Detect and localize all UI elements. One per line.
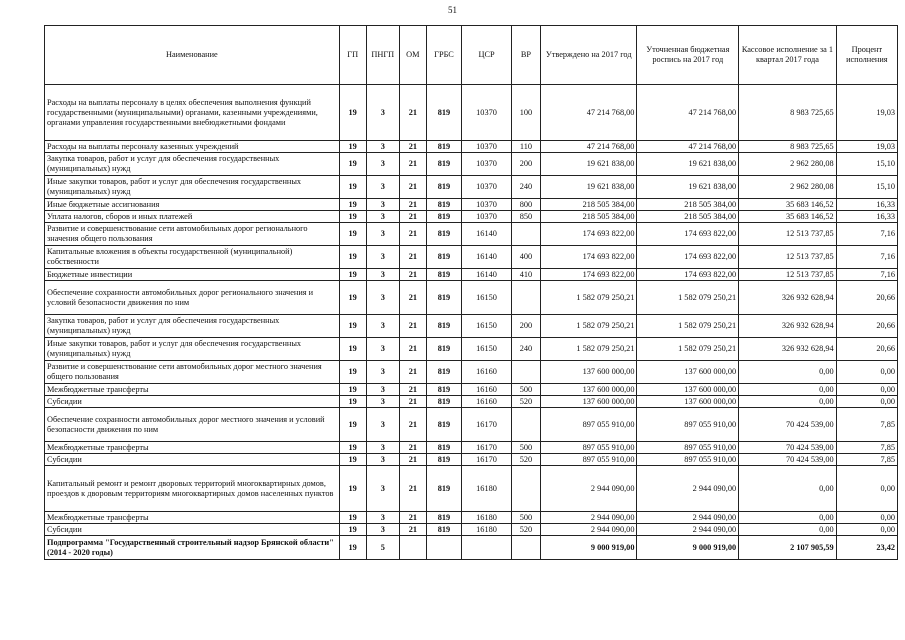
cell-om: 21	[399, 85, 426, 141]
cell-pngp: 3	[366, 512, 399, 524]
cell-approved: 19 621 838,00	[540, 176, 637, 199]
cell-approved: 1 582 079 250,21	[540, 281, 637, 315]
cell-grbs: 819	[426, 524, 461, 536]
cell-approved: 137 600 000,00	[540, 361, 637, 384]
cell-gp: 19	[339, 176, 366, 199]
cell-refined: 137 600 000,00	[637, 384, 739, 396]
table-row	[45, 211, 898, 223]
cell-gp: 19	[339, 141, 366, 153]
cell-pct: 0,00	[836, 524, 897, 536]
header-om: ОМ	[399, 26, 426, 85]
cell-vr: 520	[511, 396, 540, 408]
cell-pct: 7,16	[836, 269, 897, 281]
cell-csr: 10370	[462, 141, 512, 153]
cell-approved: 2 944 090,00	[540, 466, 637, 512]
cell-name: Иные бюджетные ассигнования	[45, 199, 340, 211]
cell-pngp: 3	[366, 85, 399, 141]
cell-approved: 137 600 000,00	[540, 384, 637, 396]
cell-refined: 174 693 822,00	[637, 269, 739, 281]
cell-approved: 897 055 910,00	[540, 454, 637, 466]
table-row	[45, 524, 898, 536]
table-row	[45, 85, 898, 141]
cell-om: 21	[399, 315, 426, 338]
cell-refined: 137 600 000,00	[637, 396, 739, 408]
cell-csr: 16140	[462, 269, 512, 281]
cell-grbs: 819	[426, 281, 461, 315]
cell-pngp: 3	[366, 396, 399, 408]
cell-cash: 2 962 280,08	[739, 176, 837, 199]
cell-vr: 520	[511, 524, 540, 536]
header-pngp: ПНГП	[366, 26, 399, 85]
cell-pngp: 3	[366, 315, 399, 338]
cell-refined: 2 944 090,00	[637, 466, 739, 512]
cell-grbs: 819	[426, 315, 461, 338]
cell-refined: 19 621 838,00	[637, 153, 739, 176]
cell-csr: 16170	[462, 454, 512, 466]
cell-name: Межбюджетные трансферты	[45, 512, 340, 524]
cell-pngp: 3	[366, 199, 399, 211]
cell-csr: 16140	[462, 223, 512, 246]
cell-approved: 174 693 822,00	[540, 246, 637, 269]
cell-name: Развитие и совершенствование сети автомобильных дорог регионального значения общего пользования	[45, 223, 340, 246]
cell-cash: 70 424 539,00	[739, 442, 837, 454]
cell-om: 21	[399, 361, 426, 384]
cell-grbs: 819	[426, 85, 461, 141]
table-row	[45, 153, 898, 176]
cell-pngp: 3	[366, 211, 399, 223]
cell-grbs: 819	[426, 408, 461, 442]
cell-gp: 19	[339, 338, 366, 361]
cell-approved: 174 693 822,00	[540, 223, 637, 246]
cell-pct: 0,00	[836, 396, 897, 408]
header-cash: Кассовое исполнение за 1 квартал 2017 года	[739, 26, 837, 85]
cell-cash: 12 513 737,85	[739, 223, 837, 246]
cell-refined: 47 214 768,00	[637, 85, 739, 141]
cell-gp: 19	[339, 536, 366, 560]
cell-approved: 1 582 079 250,21	[540, 315, 637, 338]
cell-om: 21	[399, 524, 426, 536]
cell-name: Обеспечение сохранности автомобильных дорог регионального значения и условий безопасности движения по ним	[45, 281, 340, 315]
cell-grbs	[426, 536, 461, 560]
cell-vr: 500	[511, 442, 540, 454]
cell-pct: 7,16	[836, 223, 897, 246]
header-approved: Утверждено на 2017 год	[540, 26, 637, 85]
cell-approved: 9 000 919,00	[540, 536, 637, 560]
cell-name: Закупка товаров, работ и услуг для обеспечения государственных (муниципальных) нужд	[45, 315, 340, 338]
cell-vr	[511, 466, 540, 512]
cell-vr: 100	[511, 85, 540, 141]
table-row	[45, 199, 898, 211]
table-row	[45, 396, 898, 408]
cell-vr: 400	[511, 246, 540, 269]
cell-pngp: 3	[366, 246, 399, 269]
cell-approved: 218 505 384,00	[540, 199, 637, 211]
cell-om: 21	[399, 223, 426, 246]
cell-pngp: 3	[366, 338, 399, 361]
cell-vr	[511, 408, 540, 442]
cell-vr: 200	[511, 315, 540, 338]
cell-approved: 47 214 768,00	[540, 85, 637, 141]
cell-refined: 897 055 910,00	[637, 442, 739, 454]
cell-csr: 10370	[462, 153, 512, 176]
cell-csr: 16140	[462, 246, 512, 269]
cell-gp: 19	[339, 442, 366, 454]
cell-pct: 19,03	[836, 85, 897, 141]
cell-om: 21	[399, 396, 426, 408]
cell-refined: 897 055 910,00	[637, 454, 739, 466]
cell-gp: 19	[339, 524, 366, 536]
cell-approved: 2 944 090,00	[540, 524, 637, 536]
table-row	[45, 512, 898, 524]
cell-approved: 218 505 384,00	[540, 211, 637, 223]
cell-pct: 7,85	[836, 454, 897, 466]
cell-name: Бюджетные инвестиции	[45, 269, 340, 281]
cell-grbs: 819	[426, 199, 461, 211]
cell-grbs: 819	[426, 246, 461, 269]
cell-om: 21	[399, 199, 426, 211]
cell-pct: 20,66	[836, 315, 897, 338]
cell-cash: 0,00	[739, 384, 837, 396]
cell-grbs: 819	[426, 176, 461, 199]
header-percent: Процент исполнения	[836, 26, 897, 85]
cell-om: 21	[399, 153, 426, 176]
cell-gp: 19	[339, 396, 366, 408]
cell-grbs: 819	[426, 141, 461, 153]
cell-vr: 850	[511, 211, 540, 223]
cell-grbs: 819	[426, 211, 461, 223]
table-row	[45, 269, 898, 281]
cell-vr: 200	[511, 153, 540, 176]
cell-pngp: 3	[366, 408, 399, 442]
cell-gp: 19	[339, 512, 366, 524]
cell-grbs: 819	[426, 269, 461, 281]
table-row	[45, 384, 898, 396]
cell-csr: 16180	[462, 512, 512, 524]
cell-pngp: 3	[366, 176, 399, 199]
cell-csr: 10370	[462, 199, 512, 211]
header-csr: ЦСР	[462, 26, 512, 85]
header-row	[45, 26, 898, 85]
cell-cash: 2 107 905,59	[739, 536, 837, 560]
table-row	[45, 176, 898, 199]
cell-vr: 410	[511, 269, 540, 281]
cell-pct: 0,00	[836, 512, 897, 524]
cell-name: Капитальные вложения в объекты государственной (муниципальной) собственности	[45, 246, 340, 269]
cell-cash: 326 932 628,94	[739, 281, 837, 315]
cell-cash: 12 513 737,85	[739, 269, 837, 281]
cell-pngp: 3	[366, 384, 399, 396]
cell-pngp: 3	[366, 454, 399, 466]
cell-cash: 70 424 539,00	[739, 408, 837, 442]
cell-gp: 19	[339, 85, 366, 141]
cell-pct: 20,66	[836, 281, 897, 315]
cell-grbs: 819	[426, 361, 461, 384]
cell-name: Субсидии	[45, 454, 340, 466]
table-row	[45, 315, 898, 338]
cell-om	[399, 536, 426, 560]
cell-gp: 19	[339, 246, 366, 269]
cell-cash: 0,00	[739, 361, 837, 384]
cell-pngp: 3	[366, 281, 399, 315]
table-row	[45, 223, 898, 246]
cell-vr: 110	[511, 141, 540, 153]
cell-name: Межбюджетные трансферты	[45, 442, 340, 454]
cell-approved: 897 055 910,00	[540, 408, 637, 442]
cell-csr: 16170	[462, 442, 512, 454]
cell-gp: 19	[339, 281, 366, 315]
table-row	[45, 361, 898, 384]
cell-refined: 2 944 090,00	[637, 524, 739, 536]
table-row	[45, 454, 898, 466]
cell-om: 21	[399, 512, 426, 524]
cell-vr	[511, 223, 540, 246]
cell-grbs: 819	[426, 512, 461, 524]
cell-pngp: 3	[366, 442, 399, 454]
cell-gp: 19	[339, 384, 366, 396]
cell-gp: 19	[339, 454, 366, 466]
cell-pct: 7,16	[836, 246, 897, 269]
cell-gp: 19	[339, 361, 366, 384]
cell-csr: 16150	[462, 281, 512, 315]
table-row	[45, 408, 898, 442]
cell-vr: 800	[511, 199, 540, 211]
cell-cash: 35 683 146,52	[739, 199, 837, 211]
cell-csr: 16150	[462, 315, 512, 338]
cell-gp: 19	[339, 466, 366, 512]
cell-csr: 16160	[462, 384, 512, 396]
cell-om: 21	[399, 408, 426, 442]
cell-vr	[511, 281, 540, 315]
cell-pct: 20,66	[836, 338, 897, 361]
cell-gp: 19	[339, 315, 366, 338]
cell-approved: 137 600 000,00	[540, 396, 637, 408]
cell-approved: 897 055 910,00	[540, 442, 637, 454]
cell-pct: 19,03	[836, 141, 897, 153]
cell-om: 21	[399, 338, 426, 361]
cell-name: Капитальный ремонт и ремонт дворовых территорий многоквартирных домов, проездов к дворовым территориям многоквартирных домов населенных пунктов	[45, 466, 340, 512]
cell-cash: 12 513 737,85	[739, 246, 837, 269]
cell-refined: 174 693 822,00	[637, 246, 739, 269]
cell-grbs: 819	[426, 223, 461, 246]
cell-pct: 15,10	[836, 153, 897, 176]
cell-pct: 0,00	[836, 361, 897, 384]
cell-pct: 7,85	[836, 442, 897, 454]
cell-refined: 897 055 910,00	[637, 408, 739, 442]
cell-vr: 240	[511, 176, 540, 199]
cell-name: Расходы на выплаты персоналу казенных учреждений	[45, 141, 340, 153]
cell-name: Развитие и совершенствование сети автомобильных дорог местного значения общего пользования	[45, 361, 340, 384]
cell-om: 21	[399, 454, 426, 466]
cell-grbs: 819	[426, 396, 461, 408]
cell-refined: 174 693 822,00	[637, 223, 739, 246]
cell-name: Иные закупки товаров, работ и услуг для обеспечения государственных (муниципальных) нужд	[45, 338, 340, 361]
cell-gp: 19	[339, 199, 366, 211]
cell-pct: 16,33	[836, 199, 897, 211]
cell-grbs: 819	[426, 454, 461, 466]
cell-csr: 16160	[462, 361, 512, 384]
cell-name: Субсидии	[45, 396, 340, 408]
cell-pngp: 3	[366, 361, 399, 384]
cell-gp: 19	[339, 211, 366, 223]
cell-gp: 19	[339, 408, 366, 442]
cell-grbs: 819	[426, 338, 461, 361]
header-gp: ГП	[339, 26, 366, 85]
cell-refined: 1 582 079 250,21	[637, 281, 739, 315]
cell-pct: 7,85	[836, 408, 897, 442]
table-row	[45, 338, 898, 361]
budget-table	[44, 25, 898, 560]
cell-name: Иные закупки товаров, работ и услуг для обеспечения государственных (муниципальных) нужд	[45, 176, 340, 199]
header-vr: ВР	[511, 26, 540, 85]
cell-csr: 10370	[462, 176, 512, 199]
cell-om: 21	[399, 384, 426, 396]
cell-cash: 0,00	[739, 512, 837, 524]
cell-name: Межбюджетные трансферты	[45, 384, 340, 396]
cell-csr: 10370	[462, 85, 512, 141]
cell-approved: 2 944 090,00	[540, 512, 637, 524]
cell-om: 21	[399, 246, 426, 269]
cell-om: 21	[399, 466, 426, 512]
table-row	[45, 141, 898, 153]
cell-csr: 16180	[462, 524, 512, 536]
cell-cash: 8 983 725,65	[739, 141, 837, 153]
cell-refined: 218 505 384,00	[637, 211, 739, 223]
table-row	[45, 536, 898, 560]
cell-cash: 70 424 539,00	[739, 454, 837, 466]
cell-pngp: 5	[366, 536, 399, 560]
cell-name: Закупка товаров, работ и услуг для обеспечения государственных (муниципальных) нужд	[45, 153, 340, 176]
cell-refined: 2 944 090,00	[637, 512, 739, 524]
cell-grbs: 819	[426, 153, 461, 176]
cell-cash: 8 983 725,65	[739, 85, 837, 141]
cell-vr	[511, 536, 540, 560]
cell-vr: 520	[511, 454, 540, 466]
cell-cash: 0,00	[739, 466, 837, 512]
cell-cash: 326 932 628,94	[739, 315, 837, 338]
cell-approved: 19 621 838,00	[540, 153, 637, 176]
header-grbs: ГРБС	[426, 26, 461, 85]
cell-csr: 16150	[462, 338, 512, 361]
cell-pct: 16,33	[836, 211, 897, 223]
cell-om: 21	[399, 176, 426, 199]
cell-refined: 47 214 768,00	[637, 141, 739, 153]
header-refined: Уточненная бюджетная роспись на 2017 год	[637, 26, 739, 85]
cell-approved: 1 582 079 250,21	[540, 338, 637, 361]
header-name: Наименование	[45, 26, 340, 85]
cell-pngp: 3	[366, 141, 399, 153]
cell-pngp: 3	[366, 223, 399, 246]
cell-name: Субсидии	[45, 524, 340, 536]
cell-csr: 16180	[462, 466, 512, 512]
cell-om: 21	[399, 281, 426, 315]
cell-pct: 15,10	[836, 176, 897, 199]
cell-refined: 19 621 838,00	[637, 176, 739, 199]
cell-refined: 1 582 079 250,21	[637, 338, 739, 361]
cell-refined: 218 505 384,00	[637, 199, 739, 211]
table-body	[45, 85, 898, 560]
cell-cash: 326 932 628,94	[739, 338, 837, 361]
table-row	[45, 442, 898, 454]
cell-csr	[462, 536, 512, 560]
cell-pct: 0,00	[836, 384, 897, 396]
cell-gp: 19	[339, 269, 366, 281]
cell-name: Обеспечение сохранности автомобильных дорог местного значения и условий безопасности движения по ним	[45, 408, 340, 442]
cell-grbs: 819	[426, 384, 461, 396]
cell-pngp: 3	[366, 153, 399, 176]
cell-refined: 9 000 919,00	[637, 536, 739, 560]
cell-refined: 137 600 000,00	[637, 361, 739, 384]
cell-name: Подпрограмма "Государственный строительный надзор Брянской области" (2014 - 2020 годы)	[45, 536, 340, 560]
cell-approved: 174 693 822,00	[540, 269, 637, 281]
cell-grbs: 819	[426, 466, 461, 512]
table-row	[45, 466, 898, 512]
cell-om: 21	[399, 269, 426, 281]
cell-vr: 500	[511, 512, 540, 524]
cell-gp: 19	[339, 223, 366, 246]
cell-refined: 1 582 079 250,21	[637, 315, 739, 338]
cell-pct: 0,00	[836, 466, 897, 512]
cell-om: 21	[399, 211, 426, 223]
cell-cash: 0,00	[739, 396, 837, 408]
page-number: 51	[448, 5, 457, 15]
cell-pngp: 3	[366, 524, 399, 536]
cell-cash: 0,00	[739, 524, 837, 536]
table-row	[45, 281, 898, 315]
cell-vr: 240	[511, 338, 540, 361]
cell-om: 21	[399, 141, 426, 153]
cell-csr: 10370	[462, 211, 512, 223]
table-row	[45, 246, 898, 269]
cell-pngp: 3	[366, 269, 399, 281]
cell-vr: 500	[511, 384, 540, 396]
cell-cash: 35 683 146,52	[739, 211, 837, 223]
cell-csr: 16160	[462, 396, 512, 408]
cell-pngp: 3	[366, 466, 399, 512]
cell-csr: 16170	[462, 408, 512, 442]
cell-name: Уплата налогов, сборов и иных платежей	[45, 211, 340, 223]
cell-name: Расходы на выплаты персоналу в целях обеспечения выполнения функций государственными (муниципальными) органами, казенными учреждениями, органами управления государственными внебюджетными фондами	[45, 85, 340, 141]
cell-grbs: 819	[426, 442, 461, 454]
cell-gp: 19	[339, 153, 366, 176]
cell-vr	[511, 361, 540, 384]
cell-approved: 47 214 768,00	[540, 141, 637, 153]
cell-om: 21	[399, 442, 426, 454]
cell-cash: 2 962 280,08	[739, 153, 837, 176]
cell-pct: 23,42	[836, 536, 897, 560]
